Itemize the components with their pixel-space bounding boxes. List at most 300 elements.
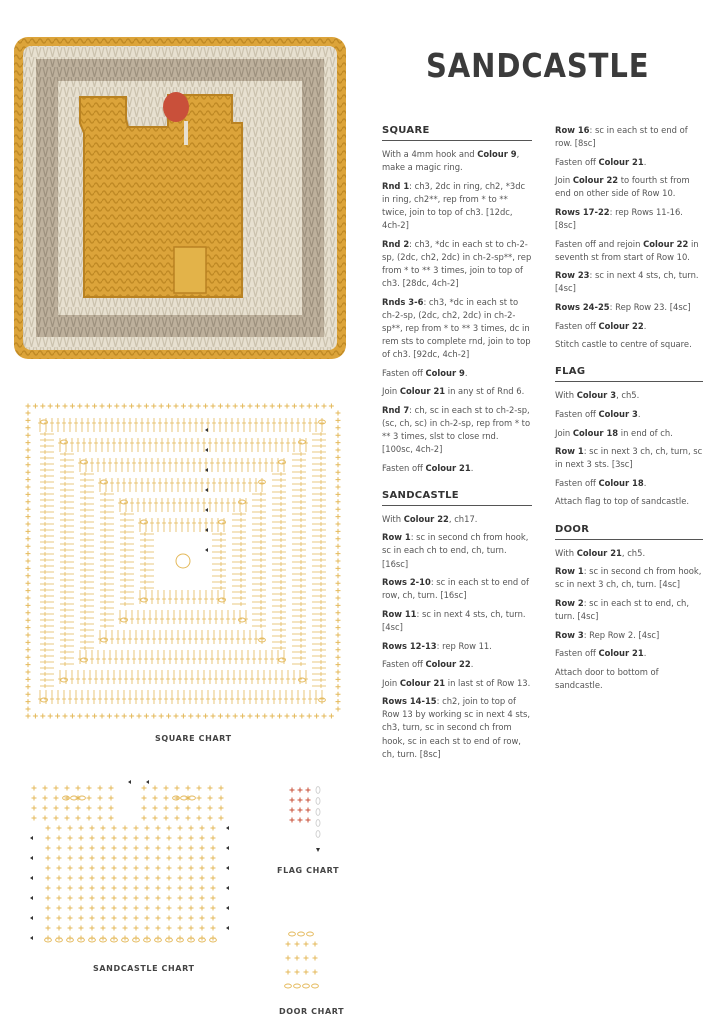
page-title: SANDCASTLE: [426, 46, 650, 85]
dc-symbol: [186, 518, 190, 532]
sandcastle-row12-13: Rows 12-13: rep Row 11.: [382, 640, 492, 651]
dc-symbol: [290, 690, 294, 704]
sc-symbol: [159, 714, 164, 719]
sc-symbol: [134, 896, 139, 901]
dc-symbol: [140, 550, 154, 554]
dc-symbol: [272, 610, 286, 614]
dc-symbol: [230, 478, 234, 492]
dc-symbol: [94, 670, 98, 684]
dc-symbol: [312, 558, 326, 562]
sc-symbol: [240, 404, 245, 409]
dc-symbol: [252, 576, 266, 580]
door-row1: Row 1: sc in second ch from hook, sc in next 3 ch, ch, turn. [4sc]: [555, 566, 702, 590]
sc-symbol: [48, 404, 53, 409]
sc-symbol: [225, 714, 230, 719]
dc-symbol: [80, 580, 94, 584]
dc-symbol: [198, 650, 202, 664]
dc-symbol: [184, 670, 188, 684]
door-chart-caption: DOOR CHART: [279, 1007, 345, 1016]
dc-symbol: [184, 438, 188, 452]
sc-symbol: [26, 440, 31, 445]
sc-symbol: [175, 816, 180, 821]
sc-symbol: [112, 896, 117, 901]
dc-symbol: [292, 476, 306, 480]
dc-symbol: [272, 640, 286, 644]
sc-symbol: [156, 916, 161, 921]
dc-symbol: [314, 418, 318, 432]
sc-symbol: [68, 926, 73, 931]
sc-symbol: [336, 684, 341, 689]
sc-symbol: [336, 507, 341, 512]
sc-symbol: [90, 876, 95, 881]
sc-symbol: [167, 856, 172, 861]
dc-symbol: [312, 498, 326, 502]
sc-symbol: [336, 462, 341, 467]
dc-symbol: [252, 612, 266, 616]
dc-symbol: [56, 690, 60, 704]
dc-symbol: [272, 418, 276, 432]
dc-symbol: [208, 670, 212, 684]
sc-symbol: [186, 816, 191, 821]
dc-symbol: [96, 458, 100, 472]
dc-symbol: [134, 478, 138, 492]
dc-symbol: [272, 580, 286, 584]
dc-symbol: [40, 582, 54, 586]
dc-symbol: [40, 624, 54, 628]
dc-symbol: [194, 418, 198, 432]
sc-symbol: [211, 896, 216, 901]
dc-symbol: [120, 524, 134, 528]
sc-symbol: [200, 856, 205, 861]
dc-symbol: [312, 594, 326, 598]
sc-symbol: [208, 816, 213, 821]
sc-symbol: [46, 836, 51, 841]
sc-symbol: [54, 786, 59, 791]
dc-symbol: [100, 492, 114, 496]
sc-symbol: [186, 786, 191, 791]
sc-symbol: [79, 876, 84, 881]
dc-symbol: [208, 498, 212, 512]
sc-symbol: [90, 886, 95, 891]
sc-symbol: [196, 714, 201, 719]
sc-symbol: [26, 618, 31, 623]
dc-symbol: [60, 584, 74, 588]
sc-symbol: [151, 714, 156, 719]
door-row3: Row 3: Rep Row 2. [4sc]: [555, 629, 660, 640]
dc-symbol: [302, 690, 306, 704]
dc-symbol: [232, 596, 246, 600]
dc-symbol: [252, 498, 266, 502]
row-marker: [226, 926, 229, 930]
sc-symbol: [166, 714, 171, 719]
dc-symbol: [40, 522, 54, 526]
sc-symbol: [189, 926, 194, 931]
square-fasten-2: Fasten off Colour 21.: [382, 462, 474, 473]
dc-symbol: [312, 588, 326, 592]
sc-symbol: [57, 856, 62, 861]
sandcastle-heading: SANDCASTLE: [382, 489, 532, 506]
dc-symbol: [122, 690, 126, 704]
dc-symbol: [104, 690, 108, 704]
sc-symbol: [336, 625, 341, 630]
sc-symbol: [26, 507, 31, 512]
dc-symbol: [56, 418, 60, 432]
dc-symbol: [312, 480, 326, 484]
sc-symbol: [167, 866, 172, 871]
sc-symbol: [109, 816, 114, 821]
dc-symbol: [272, 568, 286, 572]
sc-symbol: [145, 876, 150, 881]
dc-symbol: [130, 438, 134, 452]
sc-symbol: [46, 826, 51, 831]
dc-symbol: [60, 524, 74, 528]
dc-symbol: [40, 492, 54, 496]
square-rnd7: Rnd 7: ch, sc in each st to ch-2-sp, (sc, ch, sc) in ch-2-sp, rep from * to ** 3 times, slst to close rnd. [100sc, 4ch-2]: [382, 404, 531, 454]
sc-symbol: [211, 826, 216, 831]
sc-symbol: [336, 425, 341, 430]
sc-symbol: [145, 886, 150, 891]
dc-symbol: [252, 564, 266, 568]
dc-symbol: [60, 494, 74, 498]
sc-symbol: [174, 404, 179, 409]
dc-symbol: [166, 498, 170, 512]
sc-symbol: [178, 876, 183, 881]
sc-symbol: [189, 856, 194, 861]
sc-symbol: [336, 455, 341, 460]
dc-symbol: [120, 536, 134, 540]
dc-symbol: [128, 630, 132, 644]
sc-symbol: [26, 647, 31, 652]
dc-symbol: [106, 438, 110, 452]
dc-symbol: [136, 438, 140, 452]
dc-symbol: [40, 576, 54, 580]
dc-symbol: [80, 628, 94, 632]
sc-symbol: [295, 956, 300, 961]
dc-symbol: [144, 650, 148, 664]
dc-symbol: [272, 592, 286, 596]
row-marker: [316, 848, 320, 852]
dc-symbol: [80, 544, 94, 548]
dc-symbol: [60, 506, 74, 510]
sc-symbol: [26, 596, 31, 601]
sc-symbol: [46, 896, 51, 901]
dc-symbol: [40, 498, 54, 502]
dc-symbol: [60, 542, 74, 546]
dc-symbol: [242, 630, 246, 644]
dc-symbol: [170, 418, 174, 432]
dc-symbol: [252, 534, 266, 538]
dc-symbol: [74, 690, 78, 704]
dc-symbol: [108, 458, 112, 472]
dc-symbol: [202, 670, 206, 684]
sc-symbol: [336, 699, 341, 704]
dc-symbol: [228, 650, 232, 664]
sc-symbol: [26, 655, 31, 660]
dc-symbol: [312, 672, 326, 676]
sc-symbol: [153, 806, 158, 811]
dc-symbol: [272, 526, 286, 530]
sc-symbol: [134, 826, 139, 831]
sc-symbol: [90, 866, 95, 871]
dc-symbol: [80, 514, 94, 518]
sc-symbol: [90, 926, 95, 931]
sandcastle-chart: [26, 778, 236, 950]
square-fasten-1: Fasten off Colour 9.: [382, 367, 468, 378]
sc-symbol: [57, 886, 62, 891]
dc-symbol: [312, 534, 326, 538]
chain-symbol: [316, 831, 320, 838]
sc-symbol: [314, 404, 319, 409]
sc-symbol: [211, 866, 216, 871]
square-chart: [22, 400, 344, 722]
dc-symbol: [92, 690, 96, 704]
dc-symbol: [312, 636, 326, 640]
dc-symbol: [292, 452, 306, 456]
sc-symbol: [270, 714, 275, 719]
dc-symbol: [312, 630, 326, 634]
dc-symbol: [158, 630, 162, 644]
dc-symbol: [40, 480, 54, 484]
sc-symbol: [188, 714, 193, 719]
sc-symbol: [218, 714, 223, 719]
sc-symbol: [322, 714, 327, 719]
dc-symbol: [40, 672, 54, 676]
sandcastle-fasten-1: Fasten off Colour 22.: [382, 659, 474, 670]
sc-symbol: [336, 559, 341, 564]
dc-symbol: [270, 650, 274, 664]
sc-symbol: [26, 425, 31, 430]
dc-symbol: [140, 556, 154, 560]
dc-symbol: [312, 456, 326, 460]
dc-symbol: [312, 684, 326, 688]
dc-symbol: [70, 438, 74, 452]
sc-symbol: [159, 404, 164, 409]
sc-symbol: [123, 906, 128, 911]
sc-symbol: [134, 926, 139, 931]
sc-symbol: [200, 876, 205, 881]
dc-symbol: [242, 418, 246, 432]
dc-symbol: [312, 678, 326, 682]
dc-symbol: [40, 654, 54, 658]
dc-symbol: [232, 602, 246, 606]
sc-symbol: [292, 404, 297, 409]
dc-symbol: [166, 438, 170, 452]
dc-symbol: [60, 650, 74, 654]
dc-symbol: [130, 670, 134, 684]
sc-symbol: [46, 916, 51, 921]
dc-symbol: [152, 690, 156, 704]
sc-symbol: [68, 896, 73, 901]
dc-symbol: [188, 630, 192, 644]
sc-symbol: [145, 856, 150, 861]
sc-symbol: [112, 836, 117, 841]
dc-symbol: [312, 648, 326, 652]
dc-symbol: [120, 584, 134, 588]
sc-symbol: [46, 856, 51, 861]
dc-symbol: [312, 432, 326, 436]
sc-symbol: [142, 786, 147, 791]
dc-symbol: [120, 602, 134, 606]
dc-symbol: [252, 522, 266, 526]
dc-symbol: [146, 630, 150, 644]
sc-symbol: [70, 714, 75, 719]
dc-symbol: [202, 610, 206, 624]
sc-symbol: [188, 404, 193, 409]
dc-symbol: [146, 418, 150, 432]
dc-symbol: [240, 458, 244, 472]
sc-symbol: [109, 806, 114, 811]
dc-symbol: [124, 670, 128, 684]
sc-symbol: [336, 677, 341, 682]
dc-symbol: [188, 418, 192, 432]
sc-symbol: [299, 714, 304, 719]
sc-symbol: [167, 896, 172, 901]
dc-symbol: [270, 458, 274, 472]
dc-symbol: [252, 552, 266, 556]
chain-symbol: [316, 809, 320, 816]
dc-symbol: [312, 618, 326, 622]
dc-symbol: [100, 612, 114, 616]
sc-symbol: [189, 906, 194, 911]
dc-symbol: [216, 458, 220, 472]
dc-symbol: [250, 438, 254, 452]
dc-symbol: [100, 540, 114, 544]
sc-symbol: [336, 633, 341, 638]
sc-symbol: [290, 808, 295, 813]
sandcastle-stitch: Stitch castle to centre of square.: [555, 339, 692, 350]
sandcastle-row17-22: Rows 17-22: rep Rows 11-16. [8sc]: [555, 206, 683, 231]
dc-symbol: [144, 458, 148, 472]
dc-symbol: [214, 438, 218, 452]
dc-symbol: [208, 610, 212, 624]
sc-symbol: [112, 916, 117, 921]
sc-symbol: [26, 633, 31, 638]
dc-symbol: [100, 522, 114, 526]
dc-symbol: [292, 572, 306, 576]
dc-symbol: [250, 670, 254, 684]
sandcastle-row23: Row 23: sc in next 4 sts, ch, turn. [4sc]: [555, 270, 699, 294]
dc-symbol: [80, 568, 94, 572]
sc-symbol: [92, 404, 97, 409]
sc-symbol: [290, 818, 295, 823]
dc-symbol: [260, 418, 264, 432]
dc-symbol: [60, 482, 74, 486]
dc-symbol: [242, 690, 246, 704]
dc-symbol: [292, 548, 306, 552]
sc-symbol: [101, 876, 106, 881]
dc-symbol: [148, 438, 152, 452]
dc-symbol: [116, 418, 120, 432]
dc-symbol: [256, 670, 260, 684]
dc-symbol: [292, 566, 306, 570]
sc-symbol: [68, 846, 73, 851]
sc-symbol: [290, 798, 295, 803]
sc-symbol: [285, 404, 290, 409]
flag-fasten-1: Fasten off Colour 3.: [555, 409, 641, 419]
sc-symbol: [90, 826, 95, 831]
dc-symbol: [252, 624, 266, 628]
sc-symbol: [40, 714, 45, 719]
sc-symbol: [33, 404, 38, 409]
dc-symbol: [60, 548, 74, 552]
sc-symbol: [68, 856, 73, 861]
dc-symbol: [268, 438, 272, 452]
dc-symbol: [178, 610, 182, 624]
sc-symbol: [26, 411, 31, 416]
sc-symbol: [218, 404, 223, 409]
dc-symbol: [272, 484, 286, 488]
dc-symbol: [296, 690, 300, 704]
dc-symbol: [60, 536, 74, 540]
sc-symbol: [336, 618, 341, 623]
row-marker: [226, 846, 229, 850]
sc-symbol: [98, 806, 103, 811]
dc-symbol: [60, 602, 74, 606]
sc-symbol: [123, 916, 128, 921]
dc-symbol: [286, 438, 290, 452]
sc-symbol: [211, 846, 216, 851]
dc-symbol: [292, 530, 306, 534]
dc-symbol: [80, 574, 94, 578]
dc-symbol: [100, 438, 104, 452]
sc-symbol: [123, 896, 128, 901]
sc-symbol: [134, 866, 139, 871]
sc-symbol: [211, 916, 216, 921]
sc-symbol: [26, 477, 31, 482]
dc-symbol: [220, 498, 224, 512]
sc-symbol: [79, 886, 84, 891]
row-marker: [30, 856, 33, 860]
sc-symbol: [156, 846, 161, 851]
sc-symbol: [123, 826, 128, 831]
sandcastle-row2-10: Rows 2-10: sc in each st to end of row, ch, turn. [16sc]: [382, 577, 529, 601]
sc-symbol: [145, 866, 150, 871]
sc-symbol: [336, 640, 341, 645]
chain-symbol: [316, 820, 320, 827]
dc-symbol: [312, 654, 326, 658]
dc-symbol: [142, 610, 146, 624]
dc-symbol: [312, 564, 326, 568]
dc-symbol: [40, 510, 54, 514]
dc-symbol: [280, 438, 284, 452]
dc-symbol: [252, 570, 266, 574]
sc-symbol: [167, 836, 172, 841]
dc-symbol: [40, 636, 54, 640]
dc-symbol: [256, 438, 260, 452]
dc-symbol: [272, 478, 286, 482]
chain-symbol: [316, 798, 320, 805]
sc-symbol: [336, 544, 341, 549]
dc-symbol: [60, 512, 74, 516]
dc-symbol: [176, 690, 180, 704]
sc-symbol: [87, 786, 92, 791]
sc-symbol: [26, 566, 31, 571]
sc-symbol: [112, 866, 117, 871]
sc-symbol: [142, 796, 147, 801]
sc-symbol: [76, 806, 81, 811]
dc-symbol: [292, 506, 306, 510]
dc-symbol: [240, 650, 244, 664]
dc-symbol: [204, 590, 208, 604]
sc-symbol: [46, 886, 51, 891]
dc-symbol: [224, 418, 228, 432]
sc-symbol: [40, 404, 45, 409]
sc-symbol: [43, 786, 48, 791]
sc-symbol: [26, 699, 31, 704]
dc-symbol: [292, 578, 306, 582]
sc-symbol: [26, 455, 31, 460]
dc-symbol: [100, 624, 114, 628]
